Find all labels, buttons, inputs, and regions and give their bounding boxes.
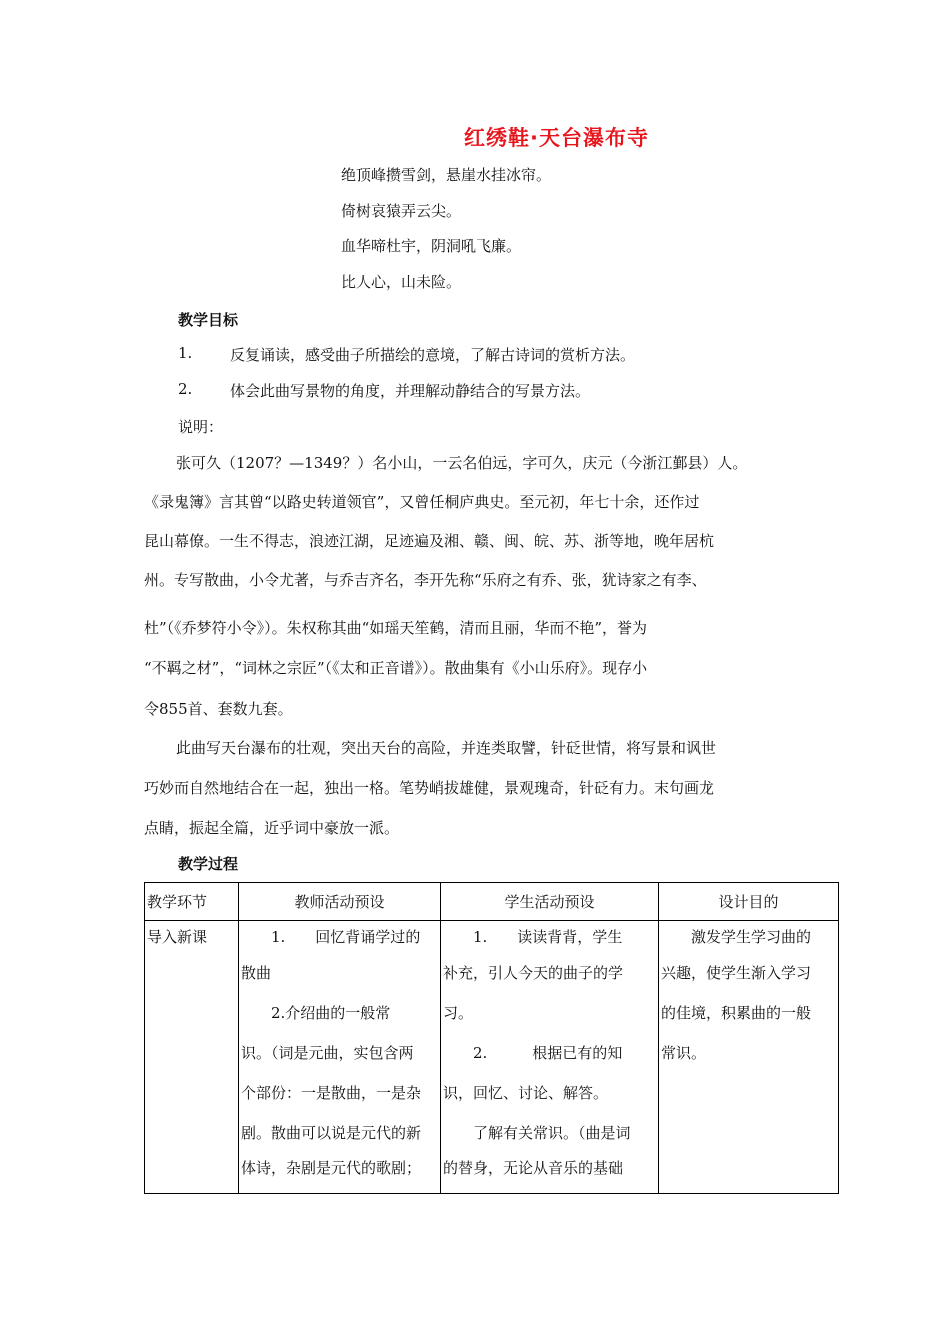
student-cell	[441, 921, 659, 1194]
goal-number: 2.	[178, 380, 193, 398]
bio-line-6: “不羁之材”，“词林之宗匠”（《太和正音谱》）。散曲集有《小山乐府》。现存小	[144, 659, 648, 677]
header-stage: 教学环节	[145, 883, 239, 921]
goal-item-1	[178, 344, 778, 366]
bio-line-1: 张可久（1207？—1349？）名小山，一云名伯远，字可久，庆元（今浙江鄞县）人。	[176, 454, 748, 472]
student-line-2: 补充，引人今天的曲子的学	[443, 964, 624, 982]
header-purpose: 设计目的	[659, 883, 839, 921]
bio-line-3: 昆山幕僚。一生不得志，浪迹江湖，足迹遍及湘、赣、闽、皖、苏、浙等地，晚年居杭	[144, 532, 715, 550]
teaching-process-table	[144, 882, 839, 1194]
goal-text: 反复诵读，感受曲子所描绘的意境，了解古诗词的赏析方法。	[230, 346, 636, 364]
purpose-line-2: 兴趣，使学生渐入学习	[661, 964, 812, 982]
teacher-line-4: 识。（词是元曲，实包含两	[241, 1044, 414, 1062]
bio-line-4: 州。专写散曲，小令尤著，与乔吉齐名，李开先称“乐府之有乔、张，犹诗家之有李、	[144, 571, 707, 589]
goal-number: 1.	[178, 344, 193, 362]
poem-line-4: 比人心，山未险。	[341, 273, 462, 291]
student-line-7: 的替身，无论从音乐的基础	[443, 1159, 624, 1177]
header-student: 学生活动预设	[441, 883, 659, 921]
teacher-line-2: 散曲	[241, 964, 272, 982]
poem-line-1: 绝顶峰攒雪剑，悬崖水挂冰帘。	[341, 166, 552, 184]
stage-cell	[145, 921, 239, 1194]
note-label: 说明：	[178, 418, 224, 436]
process-heading: 教学过程	[178, 855, 239, 873]
purpose-line-1: 激发学生学习曲的	[661, 928, 812, 946]
document-title: 红绣鞋·天台瀑布寺	[464, 126, 649, 150]
analysis-line-2: 巧妙而自然地结合在一起，独出一格。笔势峭拔雄健，景观瑰奇，针砭有力。末句画龙	[144, 779, 715, 797]
teacher-line-3: 2.介绍曲的一般常	[241, 1004, 391, 1022]
student-line-3: 习。	[443, 1004, 474, 1022]
bio-line-7: 令855首、套数九套。	[144, 700, 293, 718]
goal-item-2	[178, 380, 778, 402]
poem-line-2: 倚树哀猿弄云尖。	[341, 202, 462, 220]
purpose-line-3: 的佳境，积累曲的一般	[661, 1004, 812, 1022]
student-line-1: 1. 读读背背，学生	[443, 928, 623, 946]
purpose-cell	[659, 921, 839, 1194]
stage-text: 导入新课	[147, 928, 208, 946]
teacher-cell	[239, 921, 441, 1194]
goals-heading: 教学目标	[178, 311, 239, 329]
header-teacher: 教师活动预设	[239, 883, 441, 921]
student-line-4: 2. 根据已有的知	[443, 1044, 623, 1062]
teacher-line-7: 体诗，杂剧是元代的歌剧；	[241, 1159, 422, 1177]
analysis-line-1: 此曲写天台瀑布的壮观，突出天台的高险，并连类取譬，针砭世情，将写景和讽世	[176, 739, 717, 757]
bio-line-5: 杜”（《乔梦符小令》）。朱权称其曲“如瑶天笙鹤，清而且丽，华而不艳”，誉为	[144, 619, 648, 637]
student-line-6: 了解有关常识。（曲是词	[443, 1124, 631, 1142]
teacher-line-5: 个部份：一是散曲，一是杂	[241, 1084, 422, 1102]
poem-line-3: 血华啼杜宇，阴洞吼飞廉。	[341, 237, 522, 255]
teacher-line-6: 剧。散曲可以说是元代的新	[241, 1124, 422, 1142]
analysis-line-3: 点睛，振起全篇，近乎词中豪放一派。	[144, 819, 400, 837]
goal-text: 体会此曲写景物的角度，并理解动静结合的写景方法。	[230, 382, 591, 400]
table-row	[145, 921, 839, 1194]
table-header-row	[145, 883, 839, 921]
bio-line-2: 《录鬼簿》言其曾“以路史转道领官”，又曾任桐庐典史。至元初，年七十余，还作过	[144, 493, 700, 511]
teacher-line-1: 1. 回忆背诵学过的	[241, 928, 421, 946]
student-line-5: 识，回忆、讨论、解答。	[443, 1084, 609, 1102]
purpose-line-4: 常识。	[661, 1044, 707, 1062]
